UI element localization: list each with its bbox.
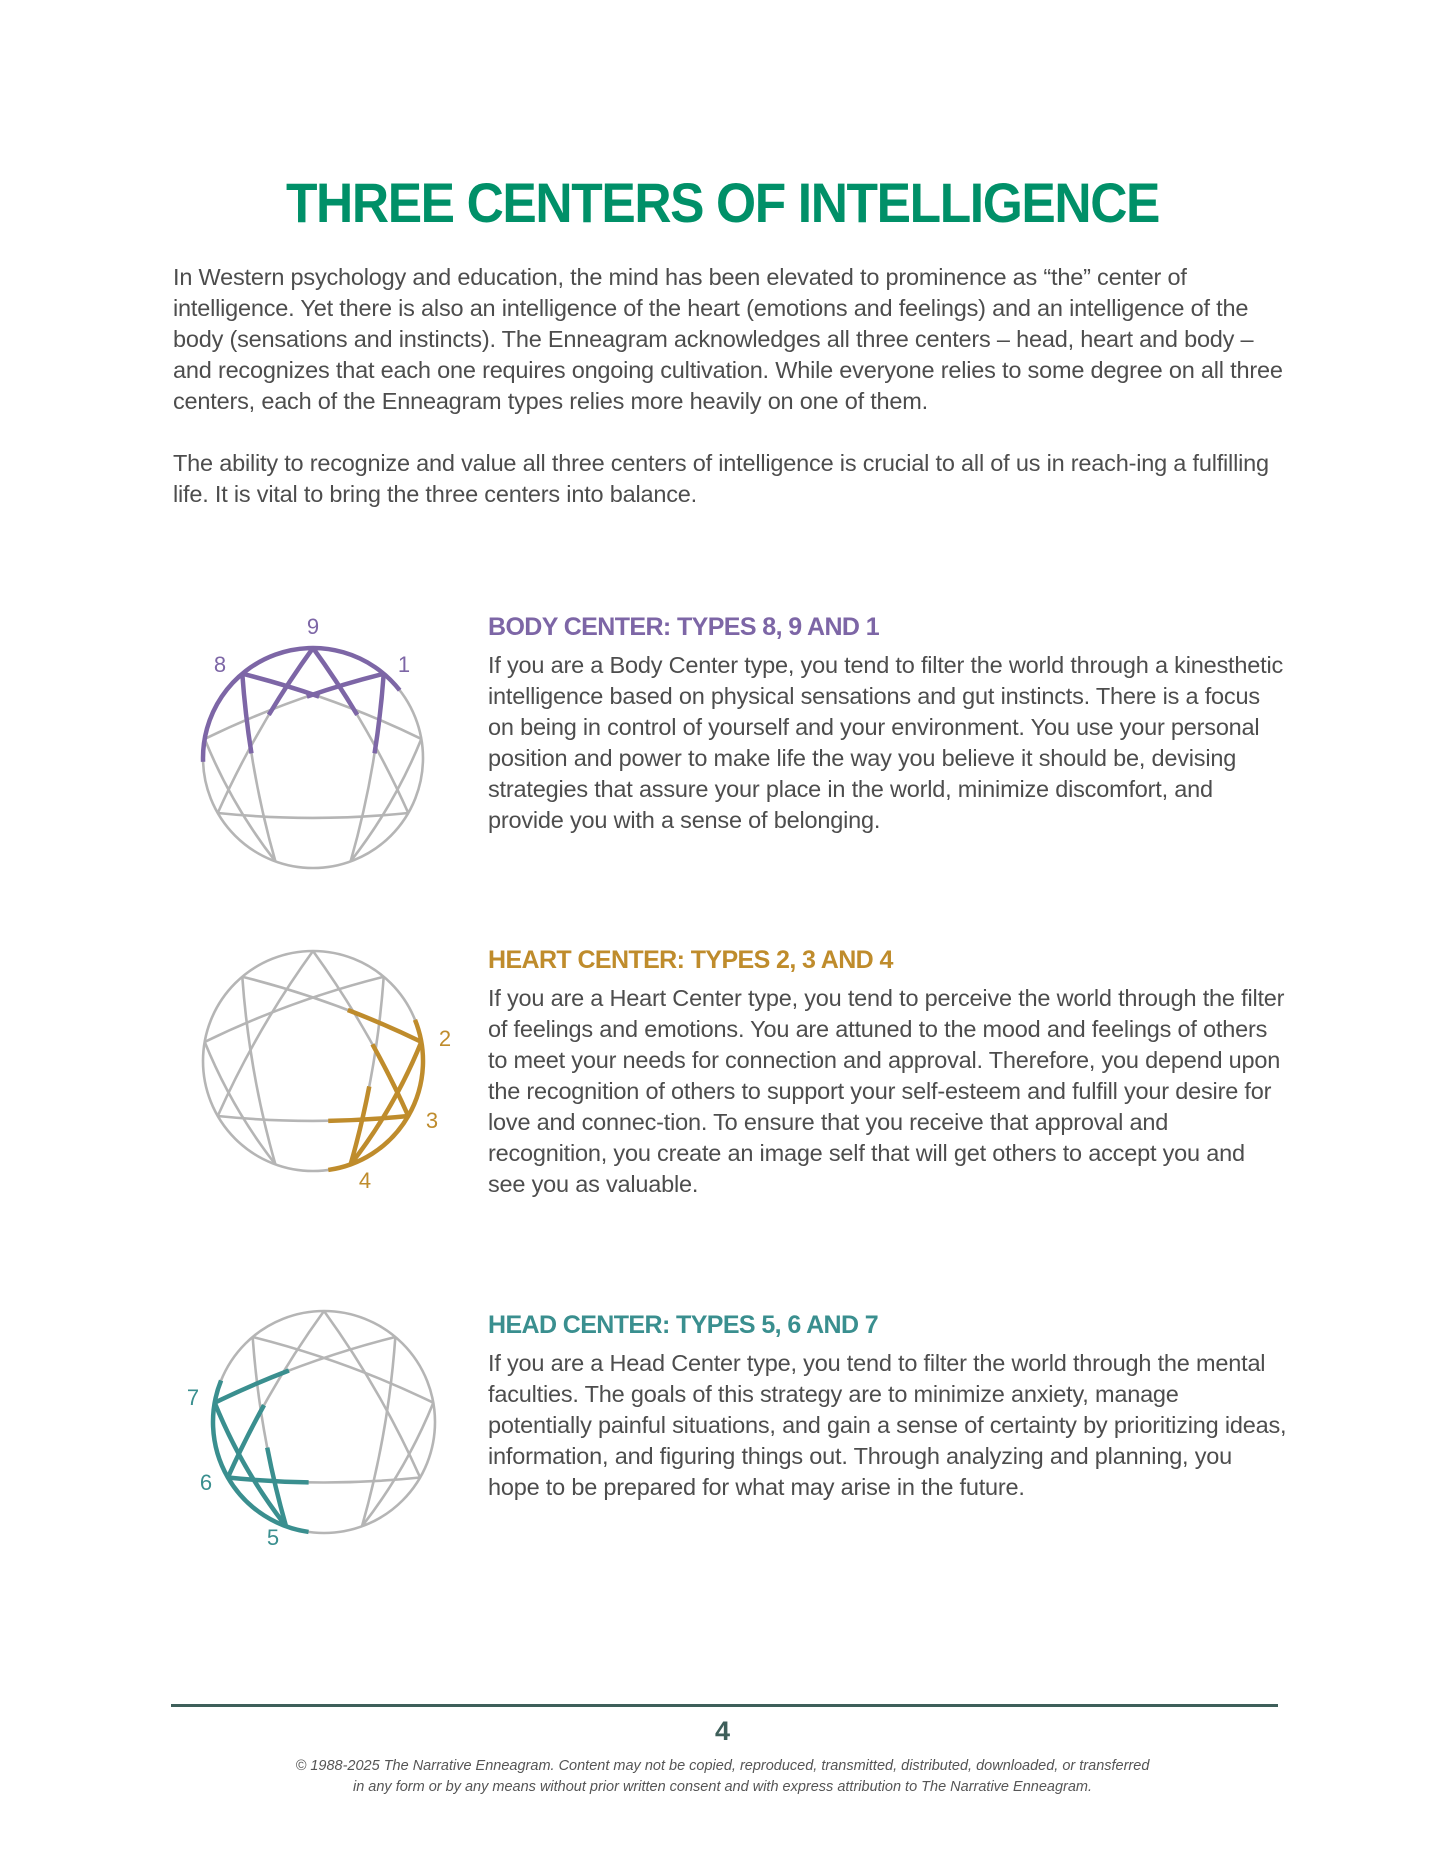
page-number: 4 (714, 1716, 731, 1746)
footer-divider (171, 1704, 1278, 1707)
body-center-text: If you are a Body Center type, you tend to filter the world through a kinesthetic intelligence based on physical sensations and gut instincts. There is a focus on being in control of yourself and your environment. You use your personal position and power to make life the way you believe it should be, devising strategies that assure your place in the world, minimize discomfort, and provide you with a sense of belonging. (488, 652, 1284, 833)
enneagram-heart-icon (150, 915, 490, 1215)
head-center-section (488, 1311, 1288, 1503)
type-label-2: 2 (438, 1026, 452, 1051)
page-title: THREE CENTERS OF INTELLIGENCE (285, 171, 1160, 234)
enneagram-head-icon (150, 1280, 490, 1580)
intro-text (173, 262, 1283, 541)
type-label-8: 8 (213, 652, 227, 677)
copyright-line-1: © 1988-2025 The Narrative Enneagram. Content may not be copied, reproduced, transmitted, distributed, downloaded, or transferred (295, 1758, 1150, 1774)
head-center-text: If you are a Head Center type, you tend to filter the world through the mental faculties. The goals of this strategy are to minimize anxiety, manage potentially painful situations, and gain a sense of certainty by prioritizing ideas, information, and figuring things out. Through analyzing and planning, you hope to be prepared for what may arise in the future. (488, 1350, 1287, 1500)
type-label-5: 5 (266, 1525, 280, 1550)
enneagram-body-diagram (150, 610, 490, 910)
intro-paragraph-2: The ability to recognize and value all three centers of intelligence is crucial to all of us in reach-ing a fulfilling life. It is vital to bring the three centers into balance. (173, 450, 1269, 507)
heart-center-heading: HEART CENTER: TYPES 2, 3 AND 4 (488, 946, 893, 974)
enneagram-head-diagram (150, 1280, 490, 1580)
type-label-9: 9 (306, 614, 320, 639)
body-center-heading: BODY CENTER: TYPES 8, 9 AND 1 (488, 613, 880, 641)
type-label-6: 6 (199, 1470, 213, 1495)
head-center-heading: HEAD CENTER: TYPES 5, 6 AND 7 (488, 1311, 879, 1339)
copyright-line-2: in any form or by any means without prior written consent and with express attribution to The Narrative Enneagram. (352, 1779, 1093, 1795)
intro-paragraph-1: In Western psychology and education, the mind has been elevated to prominence as “the” center of intelligence. Yet there is also an intelligence of the heart (emotions and feelings) and an intelligence of the body (sensations and instincts). The Enneagram acknowledges all three centers – head, heart and body – and recognizes that each one requires ongoing cultivation. While everyone relies to some degree on all three centers, each of the Enneagram types relies more heavily on one of them. (173, 264, 1283, 414)
copyright-notice (0, 1756, 1445, 1798)
type-label-1: 1 (397, 652, 411, 677)
type-label-3: 3 (425, 1108, 439, 1133)
heart-center-text: If you are a Heart Center type, you tend to perceive the world through the filter of feelings and emotions. You are attuned to the mood and feelings of others to meet your needs for connection and approval. Therefore, you depend upon the recognition of others to support your self-esteem and fulfill your desire for love and connec-tion. To ensure that you receive that approval and recognition, you create an image self that will get others to accept you and see you as valuable. (488, 985, 1285, 1197)
body-center-section (488, 613, 1288, 836)
type-label-7: 7 (186, 1385, 200, 1410)
enneagram-heart-diagram (150, 915, 490, 1215)
heart-center-section (488, 946, 1288, 1200)
enneagram-body-icon (150, 610, 490, 910)
type-label-4: 4 (358, 1168, 372, 1193)
